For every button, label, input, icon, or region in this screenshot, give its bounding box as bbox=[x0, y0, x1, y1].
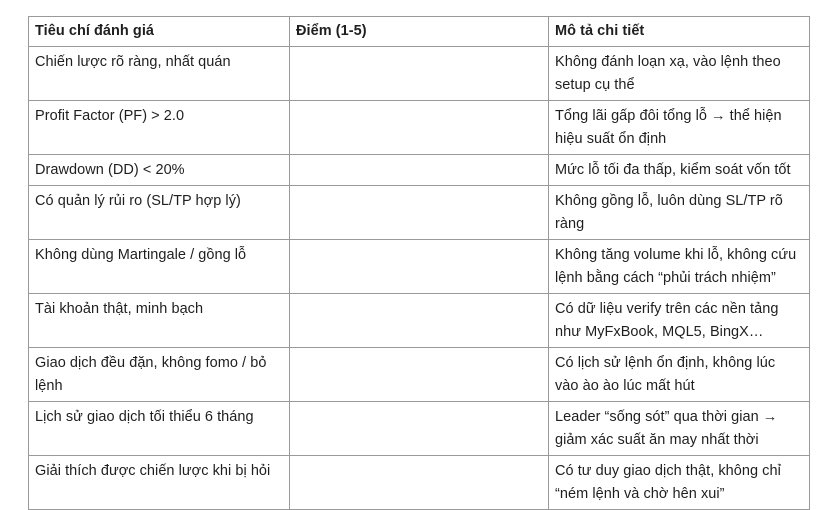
criterion-cell: Profit Factor (PF) > 2.0 bbox=[29, 101, 290, 155]
score-cell bbox=[290, 155, 549, 186]
description-cell: Leader “sống sót” qua thời gian → giảm xác suất ăn may nhất thời bbox=[549, 402, 810, 456]
header-description: Mô tả chi tiết bbox=[549, 17, 810, 47]
table-header-row bbox=[29, 17, 810, 47]
header-criterion: Tiêu chí đánh giá bbox=[29, 17, 290, 47]
table-row bbox=[29, 186, 810, 240]
table-row bbox=[29, 456, 810, 510]
score-cell bbox=[290, 47, 549, 101]
table-row bbox=[29, 348, 810, 402]
table-row bbox=[29, 155, 810, 186]
table-row bbox=[29, 294, 810, 348]
description-cell: Không tăng volume khi lỗ, không cứu lệnh bằng cách “phủi trách nhiệm” bbox=[549, 240, 810, 294]
criterion-cell: Không dùng Martingale / gồng lỗ bbox=[29, 240, 290, 294]
score-cell bbox=[290, 456, 549, 510]
criterion-cell: Giao dịch đều đặn, không fomo / bỏ lệnh bbox=[29, 348, 290, 402]
description-cell: Tổng lãi gấp đôi tổng lỗ → thể hiện hiệu suất ổn định bbox=[549, 101, 810, 155]
description-cell: Không gồng lỗ, luôn dùng SL/TP rõ ràng bbox=[549, 186, 810, 240]
criterion-cell: Chiến lược rõ ràng, nhất quán bbox=[29, 47, 290, 101]
description-cell: Có tư duy giao dịch thật, không chỉ “ném lệnh và chờ hên xui” bbox=[549, 456, 810, 510]
table-row bbox=[29, 47, 810, 101]
description-cell: Có dữ liệu verify trên các nền tảng như MyFxBook, MQL5, BingX… bbox=[549, 294, 810, 348]
score-cell bbox=[290, 240, 549, 294]
score-cell bbox=[290, 348, 549, 402]
header-score: Điểm (1-5) bbox=[290, 17, 549, 47]
criterion-cell: Lịch sử giao dịch tối thiểu 6 tháng bbox=[29, 402, 290, 456]
score-cell bbox=[290, 186, 549, 240]
criterion-cell: Drawdown (DD) < 20% bbox=[29, 155, 290, 186]
evaluation-table-container bbox=[28, 16, 810, 510]
evaluation-table bbox=[28, 16, 810, 510]
score-cell bbox=[290, 402, 549, 456]
description-cell: Không đánh loạn xạ, vào lệnh theo setup cụ thể bbox=[549, 47, 810, 101]
table-row bbox=[29, 101, 810, 155]
score-cell bbox=[290, 101, 549, 155]
description-cell: Mức lỗ tối đa thấp, kiểm soát vốn tốt bbox=[549, 155, 810, 186]
table-row bbox=[29, 402, 810, 456]
score-cell bbox=[290, 294, 549, 348]
criterion-cell: Có quản lý rủi ro (SL/TP hợp lý) bbox=[29, 186, 290, 240]
criterion-cell: Tài khoản thật, minh bạch bbox=[29, 294, 290, 348]
table-row bbox=[29, 240, 810, 294]
description-cell: Có lịch sử lệnh ổn định, không lúc vào ào ào lúc mất hút bbox=[549, 348, 810, 402]
criterion-cell: Giải thích được chiến lược khi bị hỏi bbox=[29, 456, 290, 510]
